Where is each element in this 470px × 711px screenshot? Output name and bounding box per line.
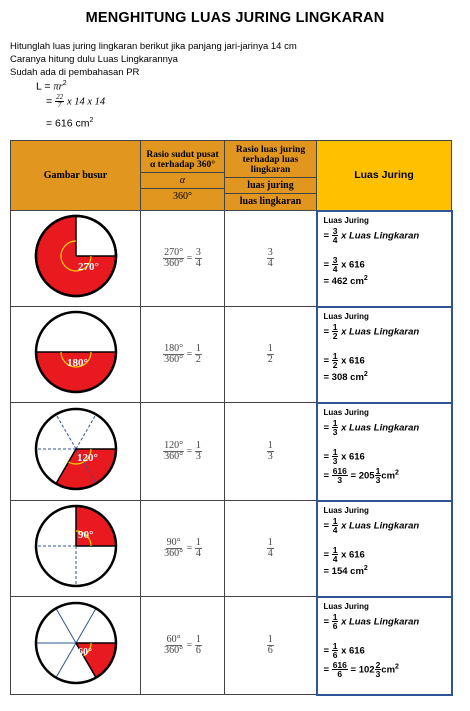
table-row [11,403,452,501]
rasio-luas-cell: $\frac{3}{4}$ [225,211,317,307]
rasio-sudut-cell: $\frac{180^\circ}{360^\circ}$ = $\frac{1}{2}$ [141,307,225,403]
formula-line-2: = $\frac{22}{7}$ x 14 x 14 [46,93,106,109]
angle-label: 60° [77,647,92,658]
circle-sector-180-icon [31,307,121,397]
circle-sector-90-icon [31,501,121,591]
angle-label: 180° [66,357,88,369]
formula-line-1: $L = \pi r^2$ [36,80,67,93]
rasio-luas-cell: $\frac{1}{3}$ [225,403,317,501]
rasio-sudut-cell: $\frac{60^\circ}{360^\circ}$ = $\frac{1}{6}$ [141,597,225,695]
rasio-luas-cell: $\frac{1}{4}$ [225,501,317,597]
luas-juring-cell: Luas Juring = $\frac{1}{3}$ x Luas Lingkaran = $\frac{1}{3}$ x 616 = $\frac{616}{3}$ = 205 $\frac{1}{3}$ $cm^2$ [317,403,452,501]
angle-label: 90° [77,529,93,541]
sector-diagram-60 [11,597,141,695]
rasio-sudut-cell: $\frac{270^\circ}{360^\circ}$ = $\frac{3}{4}$ [141,211,225,307]
page-title: MENGHITUNG LUAS JURING LINGKARAN [85,10,385,26]
header-rasio-sudut: Rasio sudut pusat α terhadap 360° α 360° [141,141,225,211]
rasio-luas-cell: $\frac{1}{6}$ [225,597,317,695]
angle-label: 120° [76,452,98,464]
rasio-sudut-cell: $\frac{90^\circ}{360^\circ}$ = $\frac{1}{4}$ [141,501,225,597]
circle-sector-120-icon [31,404,121,494]
intro-text [10,40,297,79]
table-row [11,597,452,695]
formula-line-3: = 616 $cm^2$ [46,117,94,130]
sector-diagram-90 [11,501,141,597]
rasio-sudut-cell: $\frac{120^\circ}{360^\circ}$ = $\frac{1}{3}$ [141,403,225,501]
sector-diagram-270 [11,211,141,307]
luas-juring-cell: Luas Juring = $\frac{1}{6}$ x Luas Lingkaran = $\frac{1}{6}$ x 616 = $\frac{616}{6}$ = 102 $\frac{2}{3}$ $cm^2$ [317,597,452,695]
luas-juring-cell: Luas Juring = $\frac{1}{4}$ x Luas Lingkaran = $\frac{1}{4}$ x 616 = 154 $cm^2$ [317,501,452,597]
header-gambar-busur: Gambar busur [11,141,141,211]
luas-juring-cell: Luas Juring = $\frac{1}{2}$ x Luas Lingkaran = $\frac{1}{2}$ x 616 = 308 $cm^2$ [317,307,452,403]
intro-line-3: Sudah ada di pembahasan PR [10,67,140,78]
table-row [11,307,452,403]
luas-juring-table [10,140,453,696]
header-luas-juring: Luas Juring [317,141,452,211]
table-row [11,211,452,307]
angle-label: 270° [77,261,99,273]
sector-diagram-180 [11,307,141,403]
table-row [11,501,452,597]
circle-sector-270-icon [31,211,121,301]
circle-sector-60-icon [31,598,121,688]
table-header-row [11,141,452,211]
intro-line-2: Caranya hitung dulu Luas Lingkarannya [10,54,178,65]
intro-line-1: Hitunglah luas juring lingkaran berikut jika panjang jari-jarinya 14 cm [10,41,297,52]
sector-diagram-120 [11,403,141,501]
rasio-luas-cell: $\frac{1}{2}$ [225,307,317,403]
header-rasio-luas: Rasio luas juring terhadap luas lingkaran luas juring luas lingkaran [225,141,317,211]
luas-juring-cell: Luas Juring = $\frac{3}{4}$ x Luas Lingkaran = $\frac{3}{4}$ x 616 = 462 $cm^2$ [317,211,452,307]
